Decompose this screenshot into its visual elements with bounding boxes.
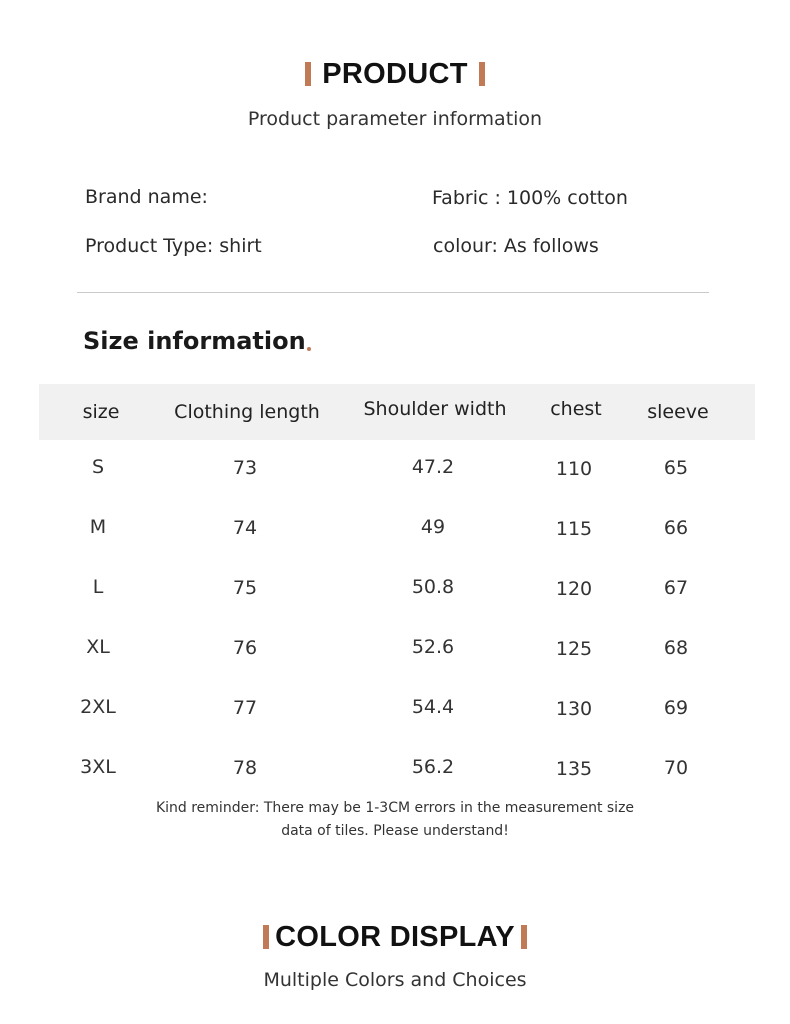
table-cell: 47.2 [411, 456, 455, 478]
table-cell: 130 [555, 698, 593, 720]
table-cell: 73 [232, 457, 258, 479]
table-cell: 52.6 [411, 636, 455, 658]
column-header: chest [550, 398, 602, 420]
table-cell: 49 [420, 516, 446, 538]
color-title: COLOR DISPLAY [275, 921, 515, 953]
table-cell: L [92, 576, 104, 598]
size-heading [83, 327, 311, 355]
param-type: Product Type: shirt [85, 235, 262, 257]
size-heading-text: Size information [83, 327, 306, 355]
color-subtitle: Multiple Colors and Choices [263, 969, 527, 991]
column-header: Clothing length [174, 401, 320, 423]
table-cell: 69 [663, 697, 689, 719]
color-section-title [0, 920, 790, 954]
table-cell: 110 [555, 458, 593, 480]
table-cell: 125 [555, 638, 593, 660]
table-cell: 135 [555, 758, 593, 780]
table-cell: 120 [555, 578, 593, 600]
table-cell: M [89, 516, 107, 538]
note-line-1: Kind reminder: There may be 1-3CM errors in the measurement size [155, 800, 635, 816]
table-cell: 3XL [80, 756, 116, 778]
param-colour: colour: As follows [433, 235, 599, 257]
table-cell: 74 [232, 517, 258, 539]
product-subtitle: Product parameter information [247, 108, 543, 130]
table-cell: XL [86, 636, 110, 658]
table-cell: 76 [232, 637, 258, 659]
param-fabric: Fabric : 100% cotton [432, 187, 628, 209]
table-cell: 75 [232, 577, 258, 599]
accent-bar-right [521, 925, 527, 949]
section-divider [77, 292, 709, 293]
table-cell: 67 [663, 577, 689, 599]
table-cell: 68 [663, 637, 689, 659]
table-cell: 2XL [80, 696, 116, 718]
param-brand: Brand name: [85, 186, 208, 208]
table-cell: 50.8 [411, 576, 455, 598]
accent-dot [307, 347, 311, 351]
table-cell: S [91, 456, 105, 478]
table-cell: 78 [232, 757, 258, 779]
column-header: sleeve [647, 401, 709, 423]
accent-bar-left [305, 62, 311, 86]
accent-bar-left [263, 925, 269, 949]
column-header: size [82, 401, 120, 423]
table-cell: 65 [663, 457, 689, 479]
table-cell: 66 [663, 517, 689, 539]
table-cell: 54.4 [411, 696, 455, 718]
column-header: Shoulder width [363, 398, 507, 420]
accent-bar-right [479, 62, 485, 86]
table-cell: 115 [555, 518, 593, 540]
table-cell: 70 [663, 757, 689, 779]
note-line-2: data of tiles. Please understand! [281, 823, 509, 839]
table-cell: 56.2 [411, 756, 455, 778]
table-cell: 77 [232, 697, 258, 719]
product-title: PRODUCT [322, 58, 468, 90]
product-section-title [0, 57, 790, 91]
